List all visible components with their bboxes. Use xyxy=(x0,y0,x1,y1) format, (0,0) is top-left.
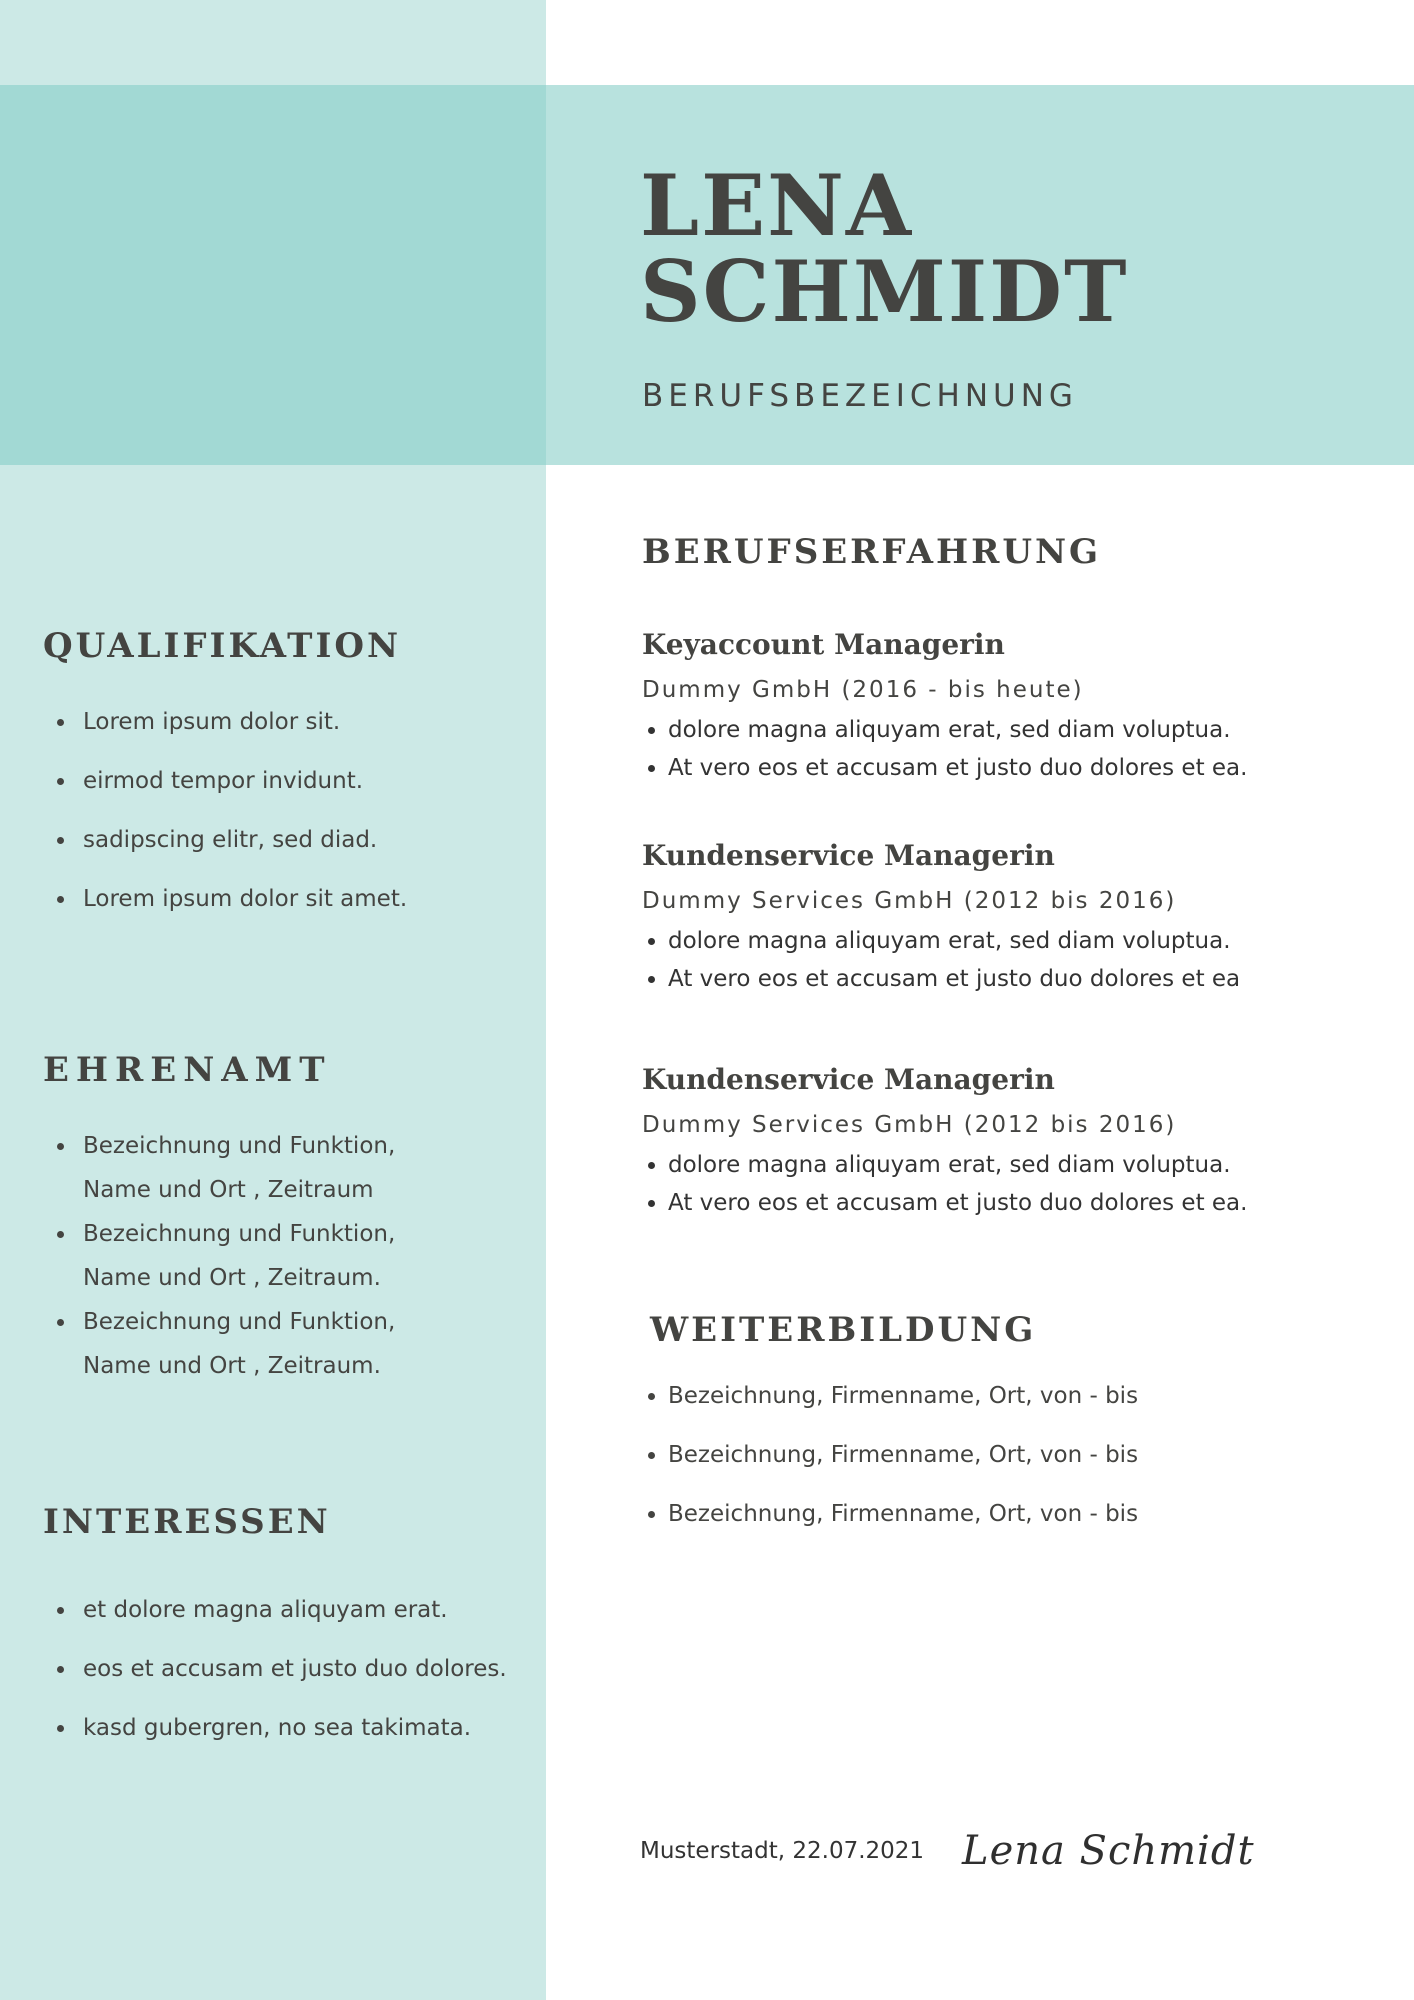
list-item: • dolore magna aliquyam erat, sed diam voluptua. xyxy=(668,711,1382,749)
header-band-left xyxy=(0,85,546,465)
job-company: Dummy Services GmbH (2012 bis 2016) xyxy=(642,888,1177,914)
job-entry xyxy=(642,628,1382,787)
qualifikation-heading: QUALIFIKATION xyxy=(43,626,402,666)
weiterbildung-heading: WEITERBILDUNG xyxy=(650,1310,1037,1350)
candidate-name xyxy=(640,156,1129,341)
list-item: • et dolore magna aliquyam erat. xyxy=(77,1596,507,1655)
weiterbildung-list xyxy=(642,1378,1138,1555)
ehrenamt-list xyxy=(43,1124,463,1388)
list-item: • Bezeichnung, Firmenname, Ort, von - bis xyxy=(668,1437,1138,1496)
signature: Lena Schmidt xyxy=(962,1828,1255,1874)
job-position: Kundenservice Managerin xyxy=(642,1063,1055,1096)
list-item: • Bezeichnung, Firmenname, Ort, von - bis xyxy=(668,1378,1138,1437)
list-item: • Bezeichnung und Funktion, Name und Ort , Zeitraum. xyxy=(77,1212,463,1300)
job-bullets xyxy=(642,922,1382,998)
list-item: • Bezeichnung, Firmenname, Ort, von - bis xyxy=(668,1496,1138,1555)
list-item: • At vero eos et accusam et justo duo dolores et ea xyxy=(668,960,1382,998)
job-company: Dummy Services GmbH (2012 bis 2016) xyxy=(642,1112,1177,1138)
list-item: • At vero eos et accusam et justo duo dolores et ea. xyxy=(668,749,1382,787)
interessen-list xyxy=(43,1596,507,1773)
job-entry xyxy=(642,1063,1382,1222)
place-date: Musterstadt, 22.07.2021 xyxy=(640,1838,925,1864)
list-item: • sadipscing elitr, sed diad. xyxy=(77,826,407,885)
job-bullets xyxy=(642,1146,1382,1222)
list-item: • Lorem ipsum dolor sit amet. xyxy=(77,885,407,944)
job-bullets xyxy=(642,711,1382,787)
list-item: • dolore magna aliquyam erat, sed diam voluptua. xyxy=(668,1146,1382,1184)
list-item: • eos et accusam et justo duo dolores. xyxy=(77,1655,507,1714)
list-item: • Bezeichnung und Funktion, Name und Ort , Zeitraum. xyxy=(77,1300,463,1388)
interessen-heading: INTERESSEN xyxy=(43,1502,331,1542)
job-position: Kundenservice Managerin xyxy=(642,839,1055,872)
list-item: • eirmod tempor invidunt. xyxy=(77,767,407,826)
job-title: BERUFSBEZEICHNUNG xyxy=(642,378,1078,414)
job-entry xyxy=(642,839,1382,998)
list-item: • kasd gubergren, no sea takimata. xyxy=(77,1714,507,1773)
list-item: • At vero eos et accusam et justo duo dolores et ea. xyxy=(668,1184,1382,1222)
first-name: LENA xyxy=(640,156,914,255)
job-position: Keyaccount Managerin xyxy=(642,628,1005,661)
last-name: SCHMIDT xyxy=(640,242,1129,341)
list-item: • Bezeichnung und Funktion, Name und Ort , Zeitraum xyxy=(77,1124,463,1212)
ehrenamt-heading: EHRENAMT xyxy=(43,1050,332,1090)
experience-heading: BERUFSERFAHRUNG xyxy=(642,532,1102,572)
job-company: Dummy GmbH (2016 - bis heute) xyxy=(642,677,1084,703)
list-item: • dolore magna aliquyam erat, sed diam voluptua. xyxy=(668,922,1382,960)
list-item: • Lorem ipsum dolor sit. xyxy=(77,708,407,767)
qualifikation-list xyxy=(43,708,407,944)
